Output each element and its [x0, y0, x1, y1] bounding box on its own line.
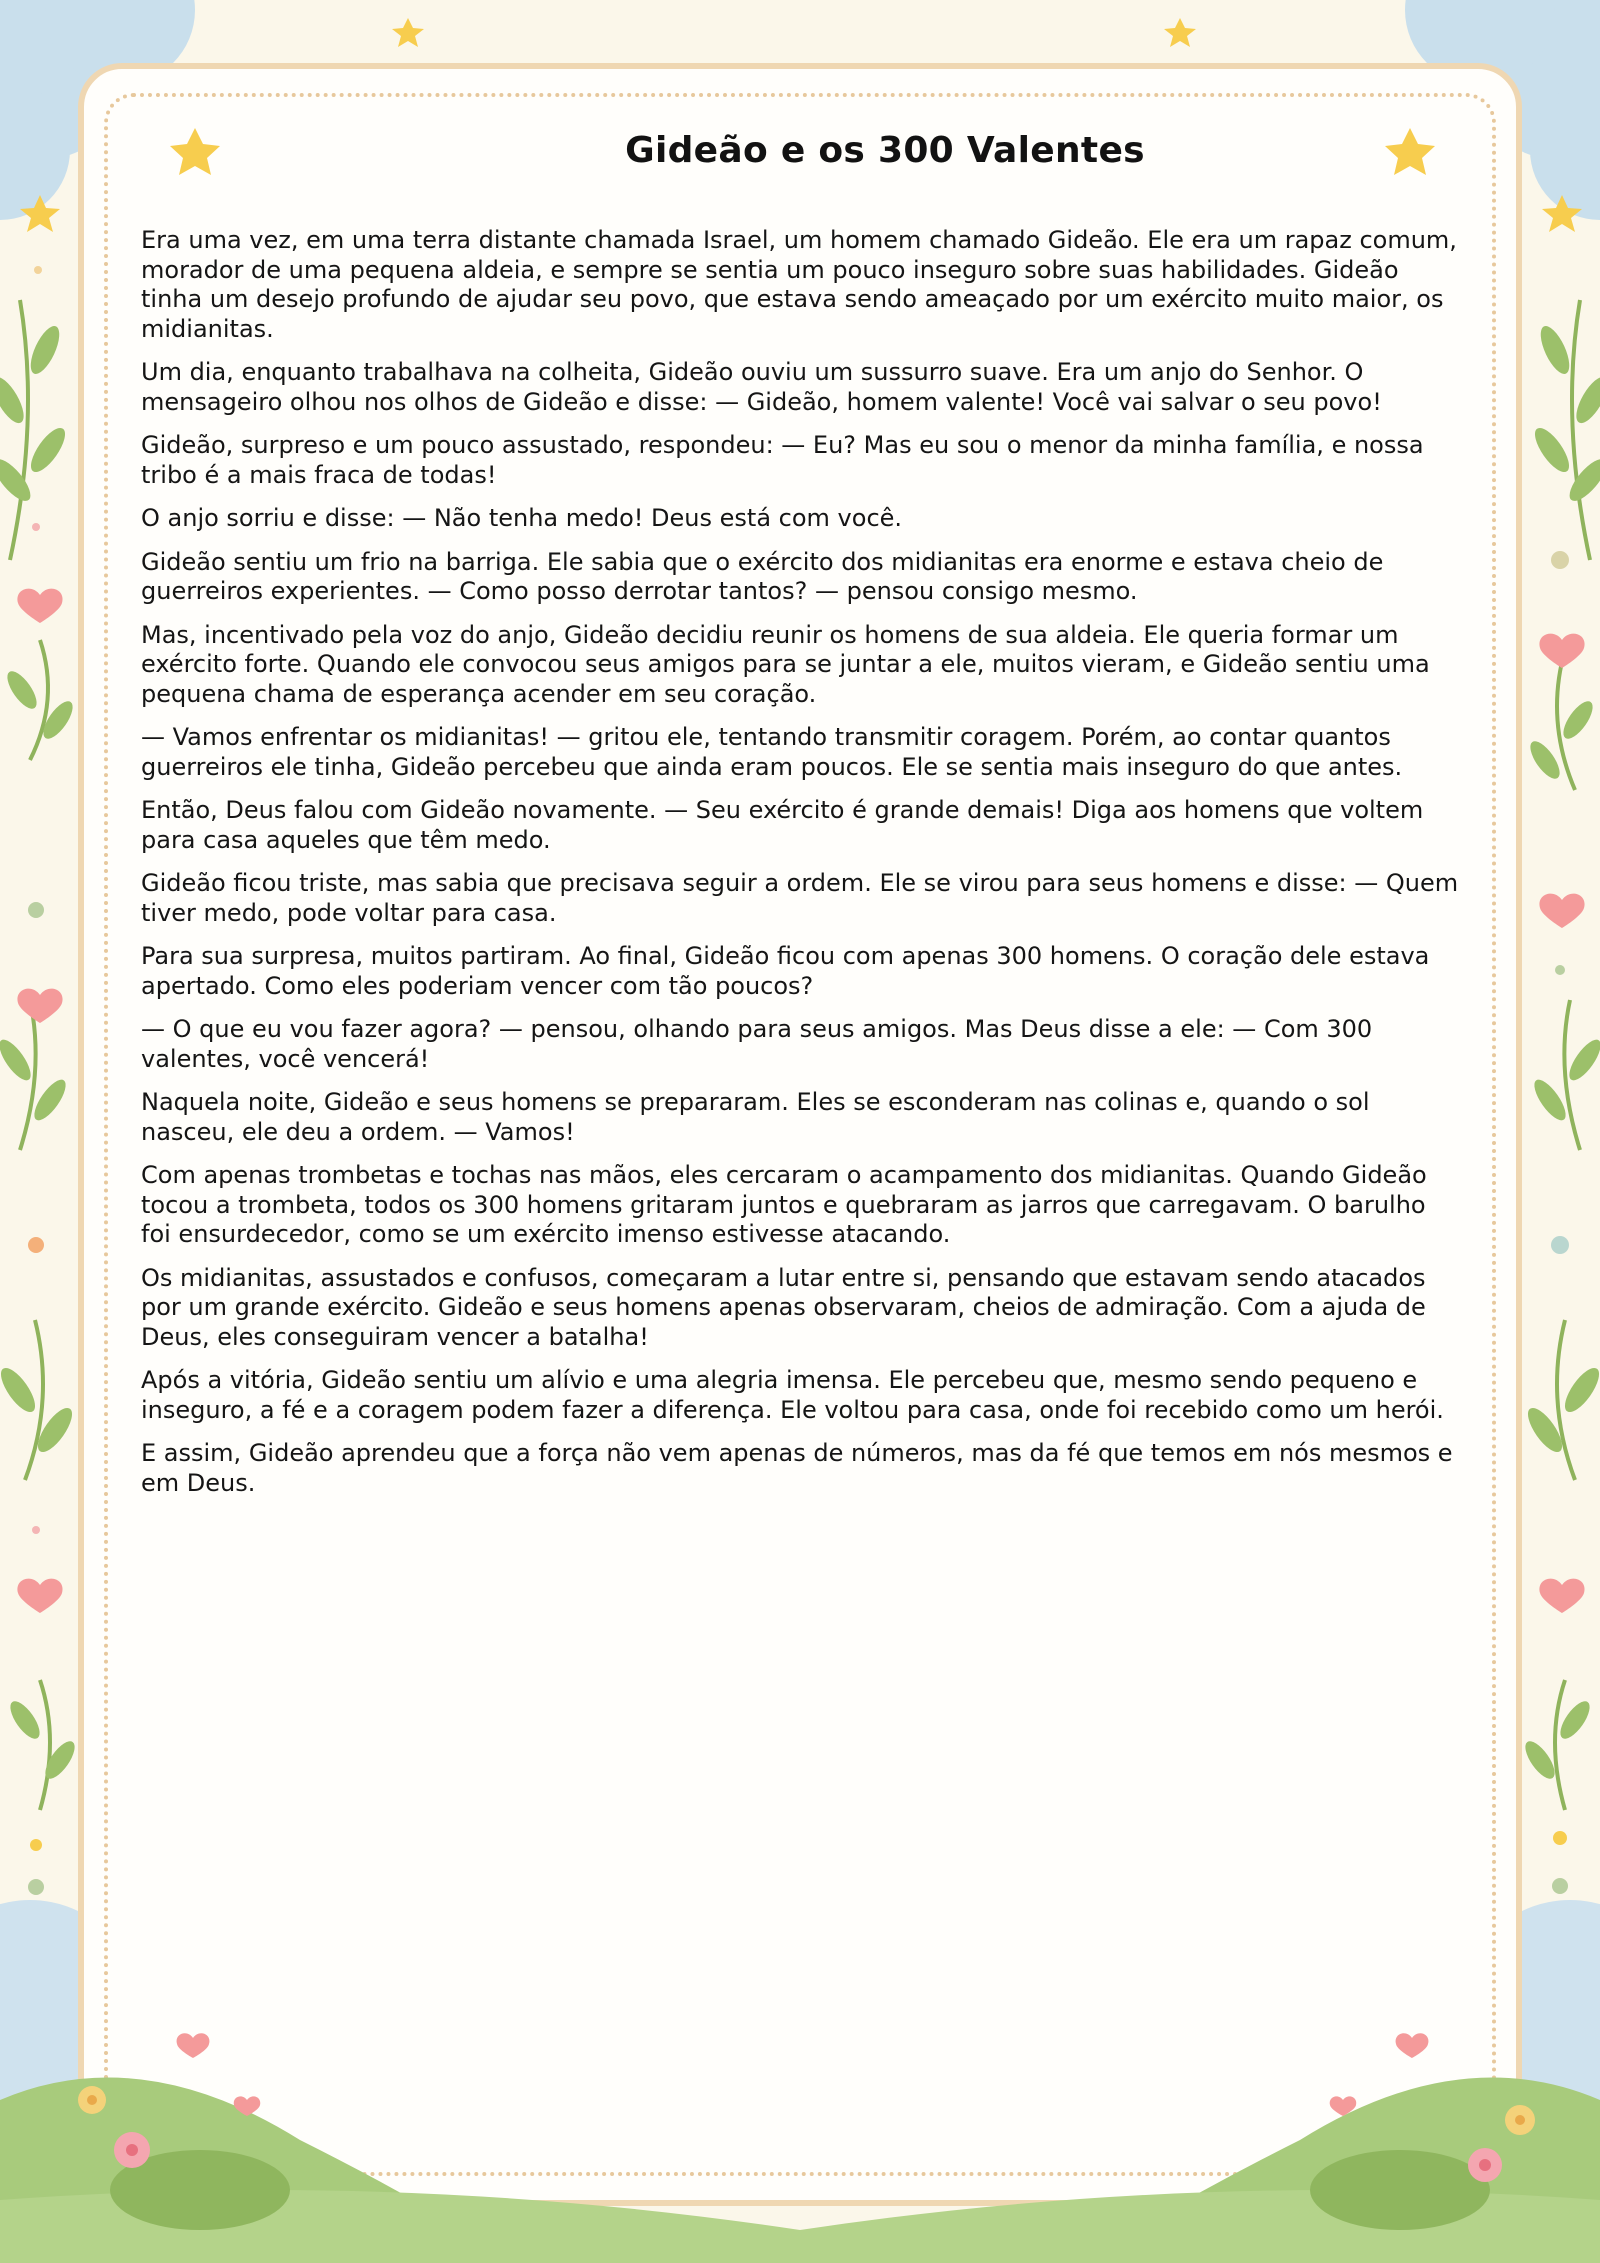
story-paragraph: E assim, Gideão aprendeu que a força não vem apenas de números, mas da fé que temos em nós mesmos e em Deus.: [141, 1439, 1453, 1497]
story-paragraph: Os midianitas, assustados e confusos, começaram a lutar entre si, pensando que estavam sendo atacados por um grande exército. Gideão e seus homens apenas observaram, cheios de admiração. Com a ajuda de Deus, eles conseguiram vencer a batalha!: [141, 1263, 1426, 1351]
story-body: [141, 226, 1461, 1512]
page-title: Gideão e os 300 Valentes: [625, 130, 1145, 171]
story-paragraph: Para sua surpresa, muitos partiram. Ao final, Gideão ficou com apenas 300 homens. O coração dele estava apertado. Como eles poderiam vencer com tão poucos?: [141, 942, 1430, 1000]
story-paragraph: Mas, incentivado pela voz do anjo, Gideão decidiu reunir os homens de sua aldeia. Ele queria formar um exército forte. Quando ele convocou seus amigos para se juntar a ele, muitos vieram, e Gideão sentiu uma pequena chama de esperança acender em seu coração.: [141, 620, 1430, 708]
story-paragraph: Então, Deus falou com Gideão novamente. — Seu exército é grande demais! Diga aos homens que voltem para casa aqueles que têm medo.: [141, 796, 1424, 854]
story-paragraph: Após a vitória, Gideão sentiu um alívio e uma alegria imensa. Ele percebeu que, mesmo sendo pequeno e inseguro, a fé e a coragem podem fazer a diferença. Ele voltou para casa, onde foi recebido como um herói.: [141, 1366, 1444, 1424]
story-paragraph: Um dia, enquanto trabalhava na colheita, Gideão ouviu um sussurro suave. Era um anjo do Senhor. O mensageiro olhou nos olhos de Gideão e disse: — Gideão, homem valente! Você vai salvar o seu povo!: [141, 358, 1382, 416]
story-paragraph: Gideão ficou triste, mas sabia que precisava seguir a ordem. Ele se virou para seus homens e disse: — Quem tiver medo, pode voltar para casa.: [141, 869, 1459, 927]
story-paragraph: — O que eu vou fazer agora? — pensou, olhando para seus amigos. Mas Deus disse a ele: — Com 300 valentes, você vencerá!: [141, 1015, 1373, 1073]
story-paragraph: Com apenas trombetas e tochas nas mãos, eles cercaram o acampamento dos midianitas. Quando Gideão tocou a trombeta, todos os 300 homens gritaram juntos e quebraram as jarros que carregavam. O barulho foi ensurdecedor, como se um exército imenso estivesse atacando.: [141, 1161, 1427, 1248]
story-paragraph: — Vamos enfrentar os midianitas! — gritou ele, tentando transmitir coragem. Porém, ao contar quantos guerreiros ele tinha, Gideão percebeu que ainda eram poucos. Ele se sentia mais inseguro do que antes.: [141, 723, 1403, 781]
story-paragraph: Gideão sentiu um frio na barriga. Ele sabia que o exército dos midianitas era enorme e estava cheio de guerreiros experientes. — Como posso derrotar tantos? — pensou consigo mesmo.: [141, 547, 1384, 605]
story-paragraph: Naquela noite, Gideão e seus homens se prepararam. Eles se esconderam nas colinas e, quando o sol nasceu, ele deu a ordem. — Vamos!: [141, 1088, 1370, 1146]
story-paragraph: Gideão, surpreso e um pouco assustado, respondeu: — Eu? Mas eu sou o menor da minha família, e nossa tribo é a mais fraca de todas!: [141, 431, 1424, 489]
story-paragraph: Era uma vez, em uma terra distante chamada Israel, um homem chamado Gideão. Ele era um rapaz comum, morador de uma pequena aldeia, e sempre se sentia um pouco inseguro sobre suas habilidades. Gideão tinha um desejo profundo de ajudar seu povo, que estava sendo ameaçado por um exército muito maior, os midianitas.: [141, 226, 1457, 343]
story-paragraph: O anjo sorriu e disse: — Não tenha medo! Deus está com você.: [141, 504, 903, 532]
